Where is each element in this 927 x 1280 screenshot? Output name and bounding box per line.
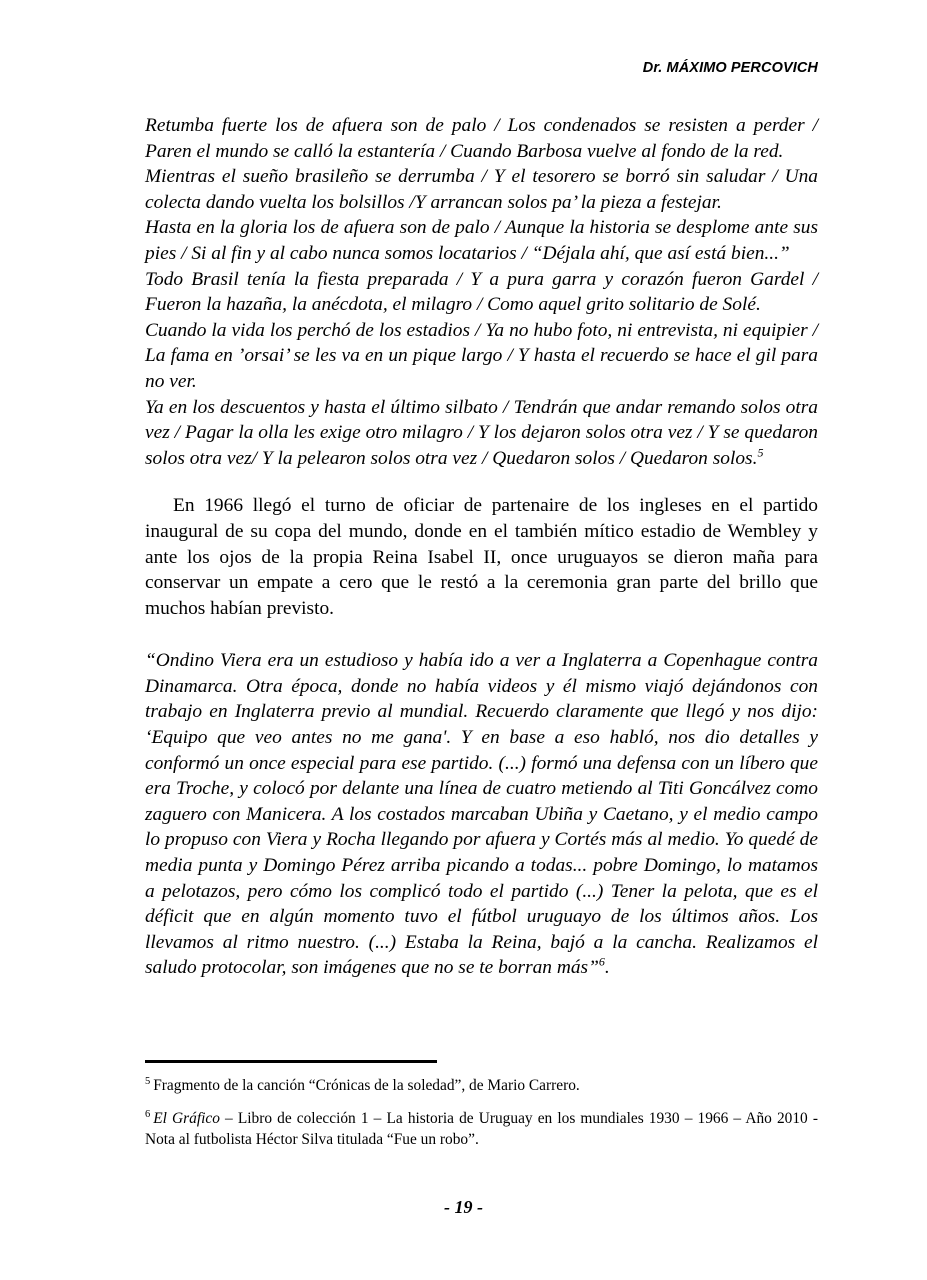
footnotes-block — [145, 1075, 818, 1150]
footnote-ref-6[interactable]: 6 — [598, 954, 605, 969]
body-paragraph: En 1966 llegó el turno de oficiar de partenaire de los ingleses en el partido inaugural de su copa del mundo, donde en el también mítico estadio de Wembley y ante los ojos de la propia Reina Isabel II, once uruguayos se dieron maña para conservar un empate a cero que le restó a la ceremonia gran parte del brillo que muchos habían previsto. — [145, 495, 818, 619]
lyric-stanza: Hasta en la gloria los de afuera son de palo / Aunque la historia se desplome ante sus pies / Si al fin y al cabo nunca somos locatarios / “Déjala ahí, que así está bien...” — [145, 217, 818, 264]
lyric-stanza: Mientras el sueño brasileño se derrumba / Y el tesorero se borró sin saludar / Una colecta dando vuelta los bolsillos /Y arrancan solos pa’ la pieza a festejar. — [145, 166, 818, 213]
footnote-marker: 5 — [145, 1075, 151, 1087]
page-content — [145, 113, 818, 981]
block-quote-text: “Ondino Viera era un estudioso y había ido a ver a Inglaterra a Copenhague contra Dinamarca. Otra época, donde no había videos y él mismo viajó dejándonos con trabajo en Inglaterra previo al mundial. Recuerdo claramente que llegó y nos dijo: ‘Equipo que veo antes no me gana'. Y en base a eso habló, nos dio detalles y conformó un once especial para ese partido. (...) formó una defensa con un líbero que era Troche, y colocó por delante una línea de cuatro metiendo al Titi Goncálvez como zaguero con Manicera. A los costados marcaban Ubiña y Caetano, y el medio campo lo propuso con Viera y Rocha llegando por afuera y Cortés más al medio. Yo quedé de media punta y Domingo Pérez arriba picando a todas... pobre Domingo, lo matamos a pelotazos, pero cómo los complicó todo el partido (...) Tener la pelota, que es el déficit que en algún momento tuvo el fútbol uruguayo de los últimos años. Los llevamos al ritmo nuestro. (...) Estaba la Reina, bajó a la cancha. Realizamos el saludo protocolar, son imágenes que no se te borran más” — [145, 650, 818, 979]
footnote-text: Fragmento de la canción “Crónicas de la soledad”, de Mario Carrero. — [153, 1077, 580, 1094]
page-number: - 19 - — [444, 1197, 483, 1217]
block-quote — [145, 648, 818, 981]
footnote-ref-5[interactable]: 5 — [757, 445, 764, 460]
footnote-item — [145, 1075, 818, 1096]
lyric-stanza-final — [145, 395, 818, 472]
footnote-marker: 6 — [145, 1108, 151, 1120]
footnote-text: – Libro de colección 1 – La historia de Uruguay en los mundiales 1930 – 1966 – Año 2010 - Nota al futbolista Héctor Silva titulada “Fue un robo”. — [145, 1110, 818, 1148]
lyric-stanza: Todo Brasil tenía la fiesta preparada / Y a pura garra y corazón fueron Gardel / Fueron la hazaña, la anécdota, el milagro / Como aquel grito solitario de Solé. — [145, 268, 818, 316]
footnote-separator — [145, 1060, 437, 1063]
footnote-item — [145, 1108, 818, 1150]
block-quote-trailing-period: . — [604, 957, 610, 979]
lyric-stanza-text: Ya en los descuentos y hasta el último silbato / Tendrán que andar remando solos otra vez / Pagar la olla les exige otro milagro / Y los dejaron solos otra vez / Y se quedaron solos otra vez/ Y la pelearon solos otra vez / Quedaron solos / Quedaron solos. — [145, 396, 818, 469]
song-lyrics-block — [145, 113, 818, 471]
running-header: Dr. MÁXIMO PERCOVICH — [642, 60, 818, 76]
lyric-stanza: Retumba fuerte los de afuera son de palo / Los condenados se resisten a perder / Paren el mundo se calló la estantería / Cuando Barbosa vuelve al fondo de la red. — [145, 115, 818, 162]
lyric-stanza: Cuando la vida los perchó de los estadios / Ya no hubo foto, ni entrevista, ni equipier / La fama en ’orsai’ se les va en un pique largo / Y hasta el recuerdo se hace el gil para no ver. — [145, 319, 818, 392]
footnote-source-title: El Gráfico — [153, 1110, 220, 1127]
